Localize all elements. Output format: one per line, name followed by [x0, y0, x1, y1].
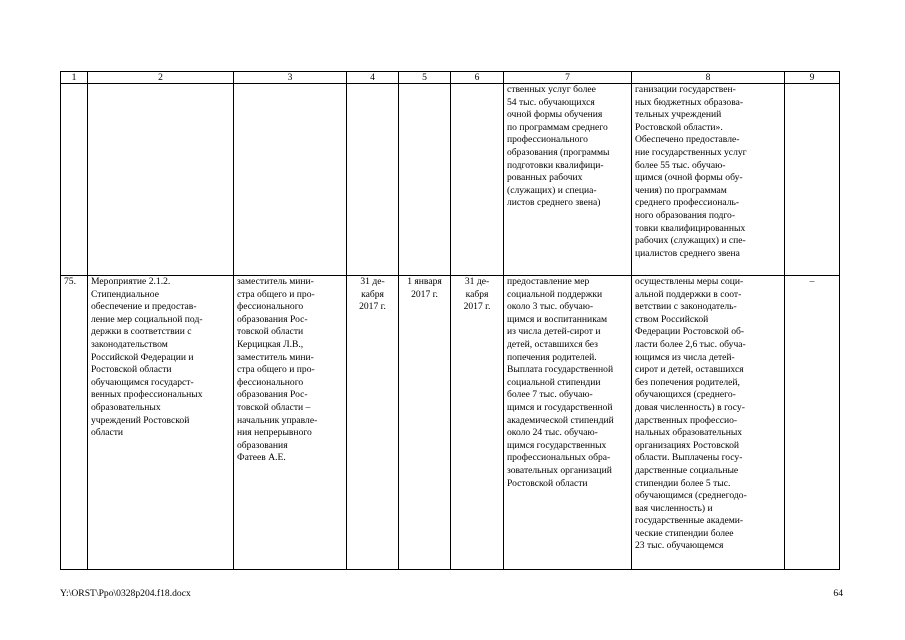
text-line: щимся и государственной — [507, 401, 613, 413]
table-cell-empty — [234, 84, 347, 276]
text-line: попечения родителей. — [507, 351, 597, 363]
text-line: сирот и детей, оставшихся — [635, 364, 744, 376]
row-number-cell: 75. — [61, 276, 88, 570]
text-line: учреждений Ростовской — [91, 414, 190, 426]
header-cell: 7 — [504, 72, 632, 84]
planned-end-date-cell — [347, 276, 399, 570]
text-line: фессионального — [237, 301, 304, 313]
table-cell-empty — [347, 84, 399, 276]
text-line: Выплата государственной — [507, 364, 614, 376]
text-line: циалистов среднего звена — [635, 247, 740, 259]
header-cell: 8 — [632, 72, 785, 84]
expected-result-cell — [504, 276, 632, 570]
text-line: без попечения родителей, — [635, 376, 740, 388]
header-cell: 5 — [399, 72, 451, 84]
text-line: Керцицкая Л.В., — [237, 338, 304, 350]
text-line: области — [91, 427, 124, 439]
text-line: тельных учреждений — [635, 109, 722, 121]
text-line: Фатеев А.Е. — [237, 452, 286, 464]
notes-cell: – — [785, 276, 840, 570]
text-line: заместитель мини- — [237, 351, 314, 363]
text-line: организациях Ростовской — [635, 439, 740, 451]
table-cell-empty — [451, 84, 504, 276]
text-line: 1 января — [407, 276, 442, 287]
text-line: рованных рабочих — [507, 172, 583, 184]
text-line: листов среднего звена) — [507, 197, 601, 209]
text-line: ние государственных услуг — [635, 146, 747, 158]
text-line: стра общего и про- — [237, 288, 315, 300]
text-line: ственных услуг более — [507, 84, 596, 95]
text-line: 2017 г. — [463, 301, 491, 313]
text-line: социальной стипендии — [507, 376, 601, 388]
text-line: Российской Федерации и — [91, 351, 194, 363]
text-line: щимся государственных — [507, 439, 607, 451]
text-line: Стипендиальное — [91, 288, 159, 300]
table-row-75 — [61, 276, 840, 570]
text-line: Ростовской области — [507, 477, 588, 489]
text-line: 54 тыс. обучающихся — [507, 96, 595, 108]
text-line: обучающихся (среднего- — [635, 389, 736, 401]
text-line: образования — [237, 439, 288, 451]
header-cell: 2 — [88, 72, 234, 84]
text-line: из числа детей-сирот и — [507, 326, 601, 338]
text-line: Ростовской области». — [635, 121, 723, 133]
text-line: ветствии с законодатель- — [635, 301, 737, 313]
text-line: ганизации государствен- — [635, 84, 736, 95]
table-row-continuation — [61, 84, 840, 276]
document-table — [60, 71, 840, 570]
text-line: дарственные социальные — [635, 464, 739, 476]
text-line: по программам среднего — [507, 121, 608, 133]
text-line: предоставление мер — [507, 276, 590, 287]
table-header-row — [61, 72, 840, 84]
text-line: области. Выплачены госу- — [635, 452, 743, 464]
text-line: стипендии более 5 тыс. — [635, 477, 731, 489]
text-line: заместитель мини- — [237, 276, 314, 287]
text-line: образования Рос- — [237, 389, 308, 401]
header-cell: 6 — [451, 72, 504, 84]
text-line: 2017 г. — [359, 301, 386, 313]
measure-name-cell — [88, 276, 234, 570]
text-line: нальных образовательных — [635, 427, 743, 439]
text-line: 31 де- — [360, 276, 385, 287]
text-line: товской области — [237, 326, 304, 338]
page-number: 64 — [833, 588, 843, 599]
text-line: ных бюджетных образова- — [635, 96, 744, 108]
text-line: рабочих (служащих) и спе- — [635, 235, 746, 247]
header-cell: 9 — [785, 72, 840, 84]
actual-result-cell — [632, 276, 785, 570]
text-line: стра общего и про- — [237, 364, 315, 376]
continuation-expected-result-cell — [504, 84, 632, 276]
text-line: профессионального — [507, 134, 588, 146]
text-line: 23 тыс. обучающемся — [635, 540, 724, 552]
text-line: довая численность) в госу- — [635, 401, 745, 413]
text-line: ющимся из числа детей- — [635, 351, 735, 363]
text-line: кабря — [465, 288, 489, 300]
actual-start-date-cell — [399, 276, 451, 570]
text-line: ласти более 2,6 тыс. обуча- — [635, 338, 746, 350]
table-cell-empty — [61, 84, 88, 276]
text-line: товки квалифицированных — [635, 222, 746, 234]
text-line: более 55 тыс. обучаю- — [635, 159, 726, 171]
text-line: дарственных профессио- — [635, 414, 738, 426]
text-line: среднего профессиональ- — [635, 197, 740, 209]
text-line: зовательных организаций — [507, 464, 612, 476]
text-line: социальной поддержки — [507, 288, 603, 300]
continuation-actual-result-cell — [632, 84, 785, 276]
text-line: более 7 тыс. обучаю- — [507, 389, 593, 401]
text-line: Мероприятие 2.1.2. — [91, 276, 171, 287]
text-line: подготовки квалифици- — [507, 159, 604, 171]
responsible-person-cell — [234, 276, 347, 570]
header-cell: 1 — [61, 72, 88, 84]
text-line: очной формы обучения — [507, 109, 603, 121]
actual-end-date-cell — [451, 276, 504, 570]
text-line: щимся (очной формы обу- — [635, 172, 743, 184]
table-cell-empty — [88, 84, 234, 276]
text-line: осуществлены меры соци- — [635, 276, 744, 287]
text-line: академической стипендий — [507, 414, 614, 426]
text-line: фессионального — [237, 376, 304, 388]
table-cell-empty — [785, 84, 840, 276]
text-line: альной поддержки в соот- — [635, 288, 742, 300]
text-line: 2017 г. — [411, 288, 438, 300]
text-line: образовательных — [91, 401, 161, 413]
text-line: ческие стипендии более — [635, 527, 734, 539]
text-line: товской области – — [237, 401, 311, 413]
text-line: государственные академи- — [635, 515, 744, 527]
text-line: чения) по программам — [635, 184, 727, 196]
text-line: Федерации Ростовской об- — [635, 326, 745, 338]
text-line: ния непрерывного — [237, 427, 312, 439]
text-line: профессиональных обра- — [507, 452, 611, 464]
header-cell: 3 — [234, 72, 347, 84]
text-line: обеспечение и предостав- — [91, 301, 197, 313]
text-line: держки в соответствии с — [91, 326, 192, 338]
text-line: законодательством — [91, 338, 168, 350]
text-line: (служащих) и специа- — [507, 184, 597, 196]
text-line: ного образования подго- — [635, 209, 736, 221]
text-line: образования Рос- — [237, 313, 308, 325]
text-line: около 3 тыс. обучаю- — [507, 301, 594, 313]
text-line: ление мер социальной под- — [91, 313, 203, 325]
text-line: 31 де- — [464, 276, 490, 287]
footer-file-path: Y:\ORST\Ppo\0328p204.f18.docx — [60, 588, 191, 599]
text-line: детей, оставшихся без — [507, 338, 598, 350]
text-line: обучающимся (среднегодо- — [635, 490, 747, 502]
text-line: вая численность) и — [635, 502, 713, 514]
text-line: около 24 тыс. обучаю- — [507, 427, 598, 439]
text-line: Ростовской области — [91, 364, 172, 376]
text-line: начальник управле- — [237, 414, 318, 426]
text-line: кабря — [361, 288, 384, 300]
text-line: венных профессиональных — [91, 389, 203, 401]
table-cell-empty — [399, 84, 451, 276]
text-line: ством Российской — [635, 313, 709, 325]
text-line: Обеспечено предоставле- — [635, 134, 740, 146]
text-line: обучающимся государст- — [91, 376, 194, 388]
text-line: образования (программы — [507, 146, 610, 158]
text-line: щимся и воспитанникам — [507, 313, 608, 325]
header-cell: 4 — [347, 72, 399, 84]
